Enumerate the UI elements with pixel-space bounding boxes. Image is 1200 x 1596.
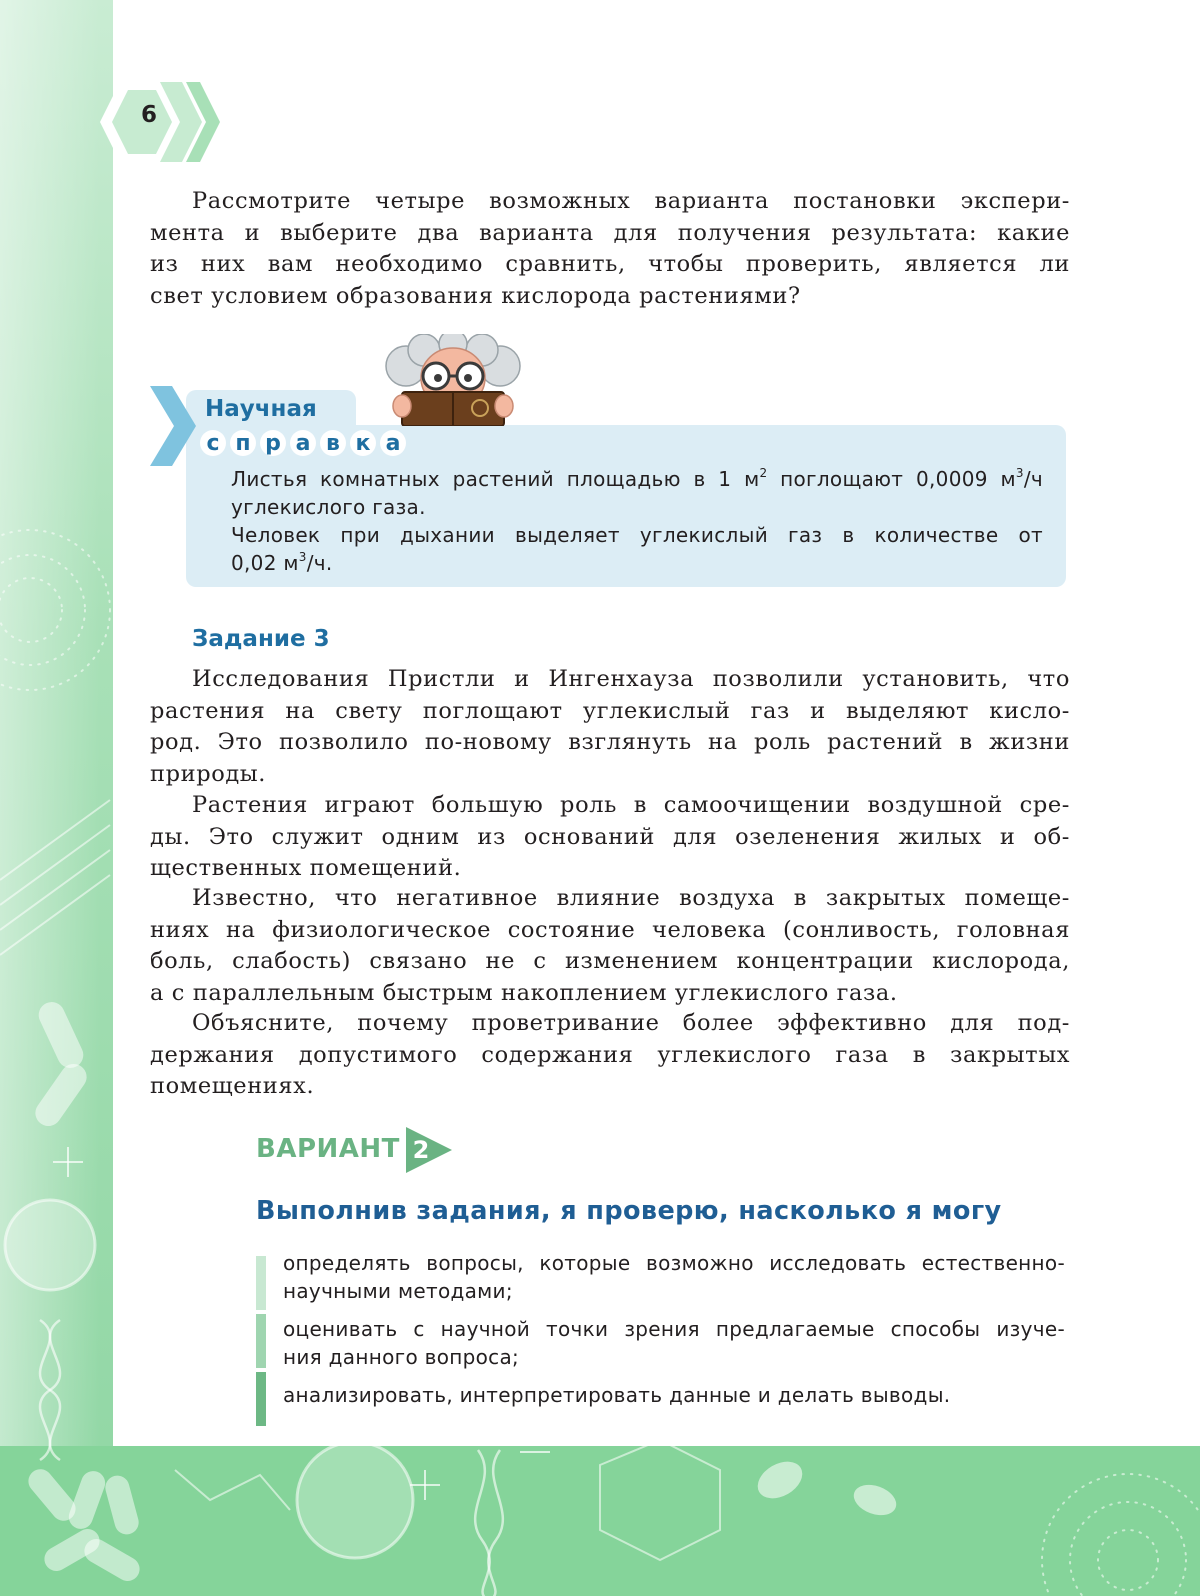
variant-number: 2 <box>412 1136 430 1164</box>
goal-bar-1 <box>256 1256 266 1310</box>
note-line: 0,02 $м^3/ч$. <box>231 550 333 575</box>
variant-label: ВАРИАНТ <box>256 1134 400 1164</box>
task-line: ниях на физиологическое состояние человека (сонливость, головная <box>150 916 1070 943</box>
professor-reading-illustration <box>384 334 522 426</box>
science-note-subtitle <box>200 430 406 456</box>
goals-title: Выполнив задания, я проверю, насколько я могу <box>256 1196 1002 1226</box>
chevron-right-icon <box>150 386 200 466</box>
intro-line: мента и выберите два варианта для получения результата: какие <box>150 219 1070 246</box>
task-line: а с параллельным быстрым накоплением углекислого газа. <box>150 979 898 1006</box>
intro-line: свет условием образования кислорода растениями? <box>150 282 801 309</box>
task-3-paragraph-1 <box>150 664 1070 790</box>
science-note-title: Научная <box>205 396 317 422</box>
intro-line: Рассмотрите четыре возможных варианта постановки экспери- <box>192 188 1070 214</box>
goal-item-2 <box>283 1315 1065 1371</box>
goal-line: научными методами; <box>283 1279 513 1303</box>
note-line: углекислого газа. <box>231 495 426 519</box>
task-line: Растения играют большую роль в самоочищении воздушной сре- <box>192 792 1070 818</box>
task-line: Известно, что негативное влияние воздуха в закрытых помеще- <box>192 885 1070 911</box>
note-line: Человек при дыхании выделяет углекислый газ в количестве от <box>231 523 1043 547</box>
task-line: помещениях. <box>150 1073 315 1099</box>
task-3-paragraph-3 <box>150 883 1070 1009</box>
task-line: боль, слабость) связано не с изменением концентрации кислорода, <box>150 948 1070 974</box>
subtitle-letter: п <box>230 430 256 456</box>
goal-item-3 <box>283 1381 1065 1409</box>
subtitle-letter: р <box>260 430 286 456</box>
subtitle-letter: а <box>290 430 316 456</box>
goal-item-1 <box>283 1249 1065 1305</box>
task-3-paragraph-4 <box>150 1008 1070 1103</box>
task-line: Объясните, почему проветривание более эффективно для под- <box>192 1010 1070 1036</box>
subtitle-letter: с <box>200 430 226 456</box>
goal-bar-2 <box>256 1314 266 1368</box>
subtitle-letter: к <box>350 430 376 456</box>
task-3-heading: Задание 3 <box>192 626 330 652</box>
science-note-text-2 <box>231 521 1043 577</box>
goal-bar-3 <box>256 1372 266 1426</box>
task-line: род. Это позволило по-новому взглянуть на роль растений в жизни <box>150 729 1070 755</box>
task-line: Исследования Пристли и Ингенхауза позволили установить, что <box>192 666 1070 692</box>
goal-line: анализировать, интерпретировать данные и делать выводы. <box>283 1383 951 1407</box>
task-line: щественных помещений. <box>150 855 462 881</box>
task-line: держания допустимого содержания углекислого газа в закрытых <box>150 1041 1070 1068</box>
subtitle-letter: а <box>380 430 406 456</box>
task-line: ды. Это служит одним из оснований для озеленения жилых и об- <box>150 823 1070 850</box>
intro-line: из них вам необходимо сравнить, чтобы проверить, является ли <box>150 251 1070 277</box>
task-line: растения на свету поглощают углекислый газ и выделяют кисло- <box>150 697 1070 724</box>
goal-line: ния данного вопроса; <box>283 1345 520 1369</box>
intro-paragraph <box>150 186 1070 312</box>
subtitle-letter: в <box>320 430 346 456</box>
science-note-text-1 <box>231 465 1043 521</box>
task-3-paragraph-2 <box>150 790 1070 885</box>
goal-line: оценивать с научной точки зрения предлагаемые способы изуче- <box>283 1317 1065 1341</box>
goal-line: определять вопросы, которые возможно исследовать естественно- <box>283 1251 1065 1275</box>
task-line: природы. <box>150 760 267 787</box>
page-number: 6 <box>140 102 157 128</box>
note-line: Листья комнатных растений площадью в 1 $м^2$ поглощают 0,0009 $м^3/ч$ <box>231 466 1043 491</box>
